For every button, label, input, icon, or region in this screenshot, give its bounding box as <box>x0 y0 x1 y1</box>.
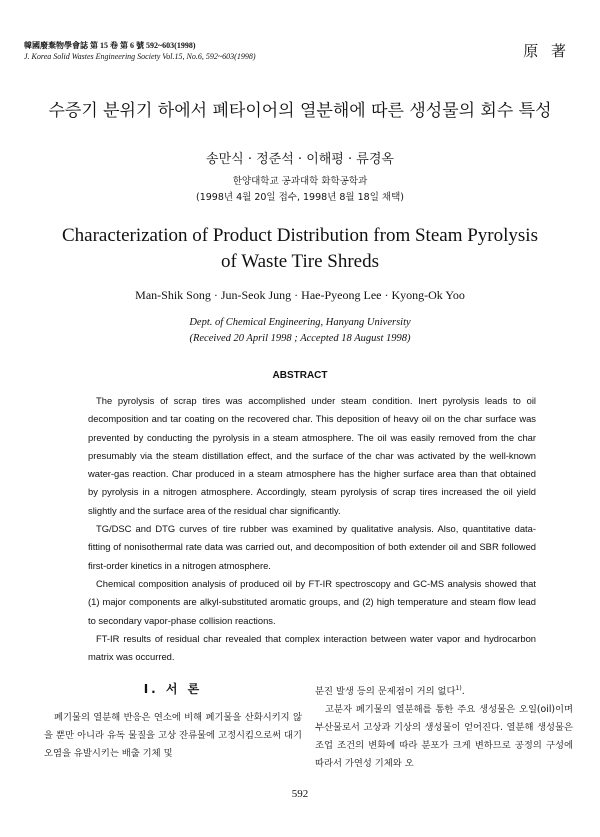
body-paragraph: 고분자 폐기물의 열분해를 통한 주요 생성물은 오일(oil)이며 부산물로서 고상과 기상의 생성물이 얻어진다. 열분해 생성물은 조업 조건의 변화에 따라 분포가 크게 변하므로 공정의 구성에 따라서 가연성 기체와 오 <box>315 704 573 770</box>
title-english <box>0 223 600 275</box>
title-korean: 수증기 분위기 하에서 폐타이어의 열분해에 따른 생성물의 회수 특성 <box>48 101 552 121</box>
abstract-heading: ABSTRACT <box>272 370 328 381</box>
abstract-paragraph: Chemical composition analysis of produced oil by FT-IR spectroscopy and GC-MS analysis showed that (1) major components are alkyl-substituted aromatic groups, and (2) high temperature and steam flow lead to secondary vapor-phase collision reactions. <box>88 577 536 626</box>
affiliation-english: Dept. of Chemical Engineering, Hanyang University <box>189 317 411 328</box>
body-paragraph-continued <box>315 680 573 701</box>
abstract-paragraph: TG/DSC and DTG curves of tire rubber was examined by qualitative analysis. Also, quantitative data-fitting of nonisothermal rate data was carried out, and decomposition of both extender oil and SBR followed first-order kinetics in a nitrogen atmosphere. <box>88 523 536 571</box>
dates-korean: (1998년 4월 20일 접수, 1998년 8월 18일 채택) <box>196 192 404 203</box>
affiliation-korean: 한양대학교 공과대학 화학공학과 <box>232 176 368 187</box>
dates-english: (Received 20 April 1998 ; Accepted 18 August 1998) <box>189 333 411 344</box>
affiliation-english-block <box>0 315 600 347</box>
article-type-tag: 原 著 <box>523 42 570 60</box>
body-column-left <box>44 680 302 763</box>
journal-citation-english: J. Korea Solid Wastes Engineering Society Vol.15, No.6, 592~603(1998) <box>24 52 256 61</box>
title-english-line2: of Waste Tire Shreds <box>220 251 380 272</box>
body-text: 분진 발생 등의 문제점이 거의 없다 <box>315 686 456 698</box>
section-heading-introduction: I. 서 론 <box>143 682 203 696</box>
abstract-paragraph: The pyrolysis of scrap tires was accomplished under steam condition. Inert pyrolysis leads to oil decomposition and tar coating on the recovered char. This deposition of heavy oil on the char surface was prevented by conducting the pyrolysis in a steam atmosphere. The oil was easily removed from the char presumably via the steam distillation effect, and the surface of the char was activated by the well-known water-gas reaction. Char produced in a steam atmosphere has the higher surface area than that obtained by pyrolysis in a nitrogen atmosphere. Accordingly, steam pyrolysis of scrap tires increased the oil yield slightly and the surface area of the residual char significantly. <box>88 395 536 516</box>
body-text-end: . <box>461 686 465 698</box>
affiliation-korean-block <box>0 174 600 206</box>
page-number: 592 <box>291 788 309 800</box>
body-paragraph: 폐기물의 열분해 반응은 연소에 비해 폐기물을 산화시키지 않을 뿐만 아니라 유독 물질을 고상 잔류물에 고정시킴으로써 대기오염을 유발시키는 배출 기체 및 <box>44 712 302 759</box>
abstract-paragraph: FT-IR results of residual char revealed that complex interaction between water vapor and hydrocarbon matrix was occurred. <box>88 632 536 663</box>
reference-marker: 1) <box>455 685 462 692</box>
journal-citation-korean: 韓國廢棄物學會誌 第 15 卷 第 6 號 592~603(1998) <box>24 41 196 50</box>
authors-english: Man-Shik Song · Jun-Seok Jung · Hae-Pyeong Lee · Kyong-Ok Yoo <box>135 288 465 302</box>
journal-header <box>24 40 256 62</box>
title-english-line1: Characterization of Product Distribution from Steam Pyrolysis <box>62 225 538 246</box>
body-column-right <box>315 680 573 773</box>
authors-korean: 송만식 · 정준석 · 이해평 · 류경옥 <box>206 152 394 167</box>
abstract-body <box>88 392 536 666</box>
